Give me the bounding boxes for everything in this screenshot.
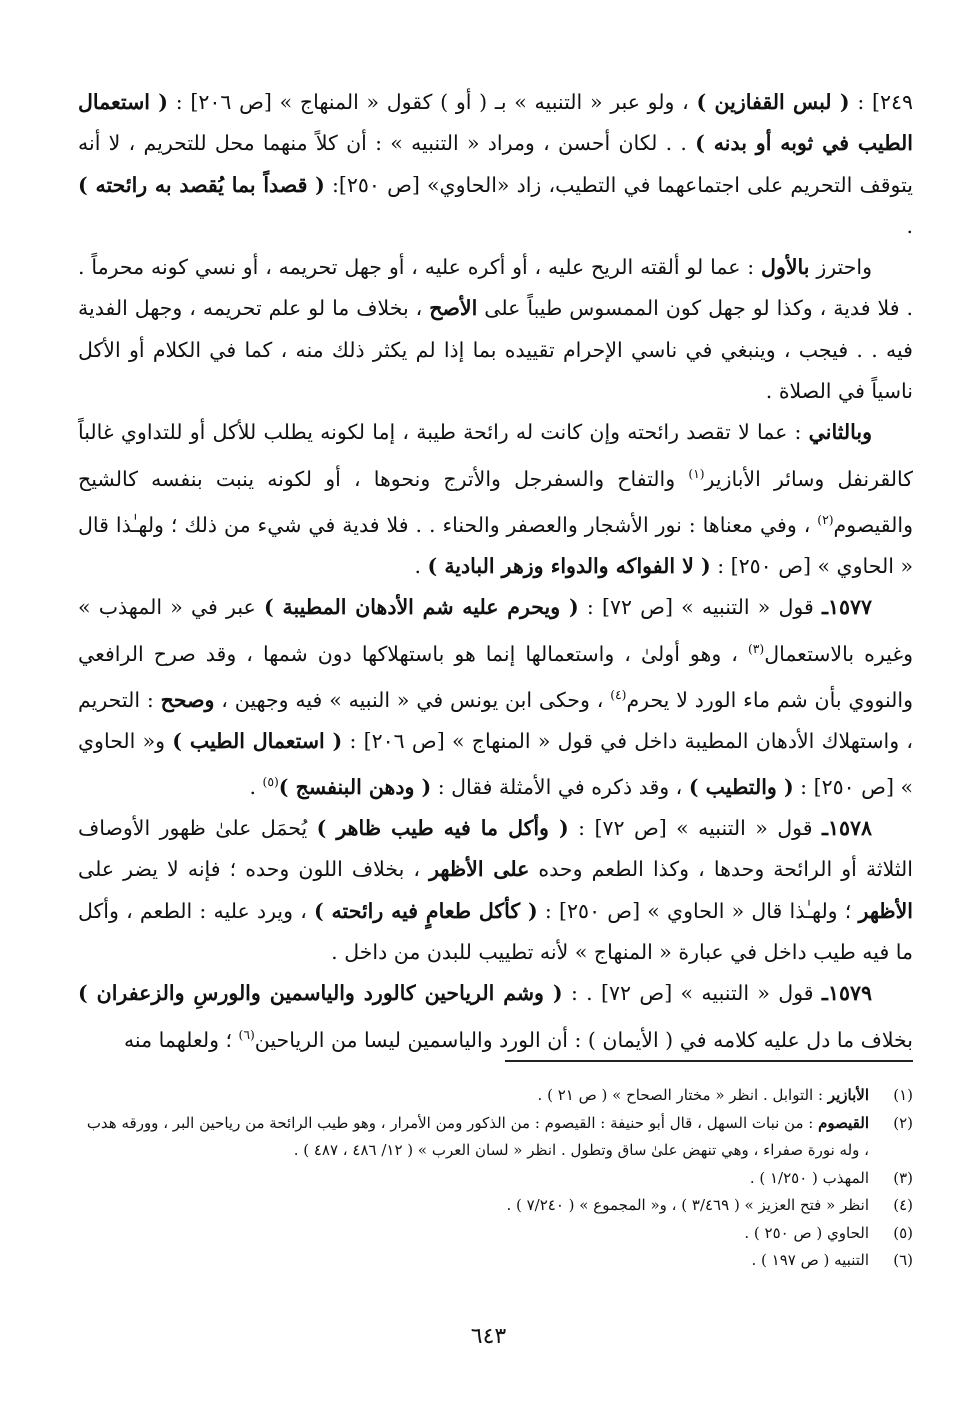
bold-phrase: الأصح: [429, 296, 478, 321]
text-run: المهذب ( ١/٢٥٠ ) .: [749, 1168, 869, 1187]
footnote-number: (٥): [893, 1223, 913, 1242]
footnote-text: [78, 1192, 869, 1220]
footnote: [78, 1165, 913, 1193]
footnote: [78, 1220, 913, 1248]
bold-phrase: ( لا الفواكه والدواء وزهر البادية ): [427, 553, 711, 578]
footnote: [78, 1082, 913, 1110]
text-run: ؛ ولهـٰذا قال « الحاوي » [ص ٢٥٠] :: [537, 898, 859, 923]
bold-phrase: ( لبس القفازين ): [696, 90, 850, 114]
footnote-number: (٣): [893, 1168, 913, 1187]
text-run: قول « التنبيه » [ص ٧٢] :: [578, 595, 822, 620]
text-run: ٢٤٩] :: [849, 90, 914, 114]
text-run: . . لكان أحسن ، ومراد « التنبيه » : أن كلاً منهما محل للتحريم ، لا أنه يتوقف التحريم على اجتماعهما في التطيب، زاد «الحاوي» [ص ٢٥٠]:: [78, 131, 913, 197]
bold-phrase: القيصوم: [818, 1113, 869, 1132]
paragraph: [78, 808, 913, 973]
text-run: ، ولو عبر « التنبيه » بـ ( أو ) كقول « المنهاج » [ص ٢٠٦] :: [167, 90, 697, 114]
footnote-ref: (٢): [817, 512, 834, 527]
text-run: والتفاح والسفرجل والأترج ونحوها ، أو لكونه ينبت بنفسه كالشيح والقيصوم: [78, 466, 913, 537]
footnote-text: [78, 1220, 869, 1248]
text-run: عبر في « المهذب » وغيره بالاستعمال: [78, 595, 913, 666]
footnote-ref: (٤): [610, 687, 627, 702]
text-run: التنبيه ( ص ١٩٧ ) .: [751, 1251, 869, 1269]
bold-phrase: ( قصداً بما يُقصد به رائحته ): [78, 172, 325, 197]
text-run: : التحريم ، واستهلاك الأدهان المطيبة داخل في قول « المنهاج » [ص ٢٠٦] :: [78, 687, 913, 753]
text-run: .: [906, 213, 913, 238]
text-run: ؛ ولعلهما منه: [123, 1027, 239, 1052]
text-run: ، وهو أولىٰ ، واستعمالها إنما هو باستهلاكها دون شمها ، وقد صرح الرافعي والنووي بأن شم ماء الورد لا يحرم: [78, 641, 913, 712]
bold-phrase: الأبازير: [827, 1086, 869, 1104]
bold-phrase: ( ودهن البنفسج ): [278, 774, 432, 799]
bold-phrase: وبالثاني: [808, 420, 872, 445]
footnote-divider: [505, 1060, 913, 1062]
text-run: ، وفي معناها : نور الأشجار والعصفر والحناء . . فلا فدية في شيء من ذلك ؛ ولهـٰذا قال « الحاوي » [ص ٢٥٠] :: [78, 512, 913, 578]
main-text: [78, 82, 913, 1061]
text-run: : عما لا تقصد رائحته وإن كانت له رائحة طيبة ، إما لكونه يطلب للأكل أو للتداوي غالباً كالقرنفل وسائر الأبازير: [78, 420, 913, 491]
bold-phrase: ١٥٧٧ـ: [821, 595, 872, 620]
bold-phrase: الأظهر: [858, 898, 913, 923]
text-run: .: [249, 774, 263, 799]
paragraph: [78, 587, 913, 808]
paragraph: [78, 973, 913, 1060]
footnote-text: [78, 1165, 869, 1193]
bold-phrase: ( وشم الرياحين كالورد والياسمين والورسِ والزعفران ): [78, 981, 563, 1006]
bold-phrase: ( استعمال الطيب ): [172, 728, 343, 753]
text-run: ، وقد ذكره في الأمثلة فقال :: [431, 774, 689, 799]
bold-phrase: ( استعمال الطيب في ثوبه أو بدنه ): [78, 90, 913, 156]
bold-phrase: ( ويحرم عليه شم الأدهان المطيبة ): [263, 595, 579, 620]
text-run: واحترز: [809, 255, 872, 280]
text-run: : عما لو ألقته الريح عليه ، أو أكره عليه ، أو جهل تحريمه ، أو نسي كونه محرماً . . فلا فدية ، وكذا لو جهل كون الممسوس طيباً على: [78, 255, 913, 321]
paragraph: [78, 82, 913, 247]
text-run: : التوابل . انظر « مختار الصحاح » ( ص ٢١ ) .: [537, 1086, 828, 1104]
text-run: و« الحاوي » [ص ٢٥٠] :: [78, 728, 913, 799]
footnote-number: (٦): [893, 1251, 913, 1269]
bold-phrase: بالأول: [761, 255, 810, 280]
paragraph: [78, 412, 913, 587]
footnote-number: (١): [893, 1086, 913, 1104]
footnote-ref: (٦): [238, 1027, 255, 1042]
text-run: يُحمَل علىٰ ظهور الأوصاف الثلاثة أو الرائحة وحدها ، وكذا الطعم وحده: [78, 816, 913, 882]
text-run: قول « التنبيه » [ص ٧٢] :: [568, 816, 822, 841]
text-run: ، وحكى ابن يونس في « النبيه » فيه وجهين ،: [214, 687, 611, 712]
text-run: ، بخلاف اللون وحده ؛ فإنه لا يضر على: [78, 857, 430, 882]
footnote-number: (٢): [893, 1113, 913, 1132]
text-run: ، بخلاف ما لو علم تحريمه ، وجهل الفدية فيه . . فيجب ، وينبغي في ناسي الإحرام تقييده بما إذا لم يكثر ذلك منه ، كما في الكلام أو الأكل ناسياً في الصلاة .: [78, 296, 913, 404]
footnote-ref: (٥): [262, 775, 279, 790]
footnote: [78, 1247, 913, 1275]
footnote: [78, 1192, 913, 1220]
footnote-ref: (٣): [747, 641, 765, 656]
footnote-number: (٤): [893, 1196, 913, 1214]
page-number: ٦٤٣: [470, 1324, 507, 1349]
text-run: ، ويرد عليه : الطعم ، وأكل ما فيه طيب داخل في عبارة « المنهاج » لأنه تطييب للبدن من داخل .: [78, 898, 913, 965]
paragraph: [78, 247, 913, 412]
text-run: : من نبات السهل ، قال أبو حنيفة : القيصوم : من الذكور ومن الأمرار ، وهو طيب الرائحة من رياحين البر ، وورقه هدب ، وله نورة صفراء ، وهي تنهض علىٰ ساق وتطول . انظر « لسان العرب » ( ١٢/ ٤٨٦ ، ٤٨٧ ) .: [86, 1113, 869, 1159]
footnote-text: [78, 1082, 869, 1110]
text-run: قول « التنبيه » [ص ٧٢] . :: [562, 981, 822, 1006]
bold-phrase: ١٥٧٩ـ: [821, 981, 872, 1006]
footnote-text: [78, 1247, 869, 1275]
footnote-text: [78, 1110, 869, 1165]
text-run: انظر « فتح العزيز » ( ٣/٤٦٩ ) ، و« المجموع » ( ٧/٢٤٠ ) .: [506, 1196, 869, 1214]
bold-phrase: ( والتطيب ): [688, 774, 794, 799]
bold-phrase: على الأظهر: [429, 857, 530, 882]
footnote-ref: (١): [688, 466, 705, 481]
bold-phrase: ( كأكل طعامٍ فيه رائحته ): [314, 898, 538, 923]
text-run: الحاوي ( ص ٢٥٠ ) .: [744, 1223, 869, 1242]
footnotes: [78, 1082, 913, 1275]
text-run: .: [414, 553, 428, 578]
bold-phrase: ١٥٧٨ـ: [821, 816, 872, 841]
footnote: [78, 1110, 913, 1165]
bold-phrase: ( وأكل ما فيه طيب ظاهر ): [316, 816, 569, 841]
bold-phrase: وصحح: [160, 687, 215, 712]
text-run: بخلاف ما دل عليه كلامه في ( الأيمان ) : أن الورد والياسمين ليسا من الرياحين: [254, 1027, 913, 1052]
